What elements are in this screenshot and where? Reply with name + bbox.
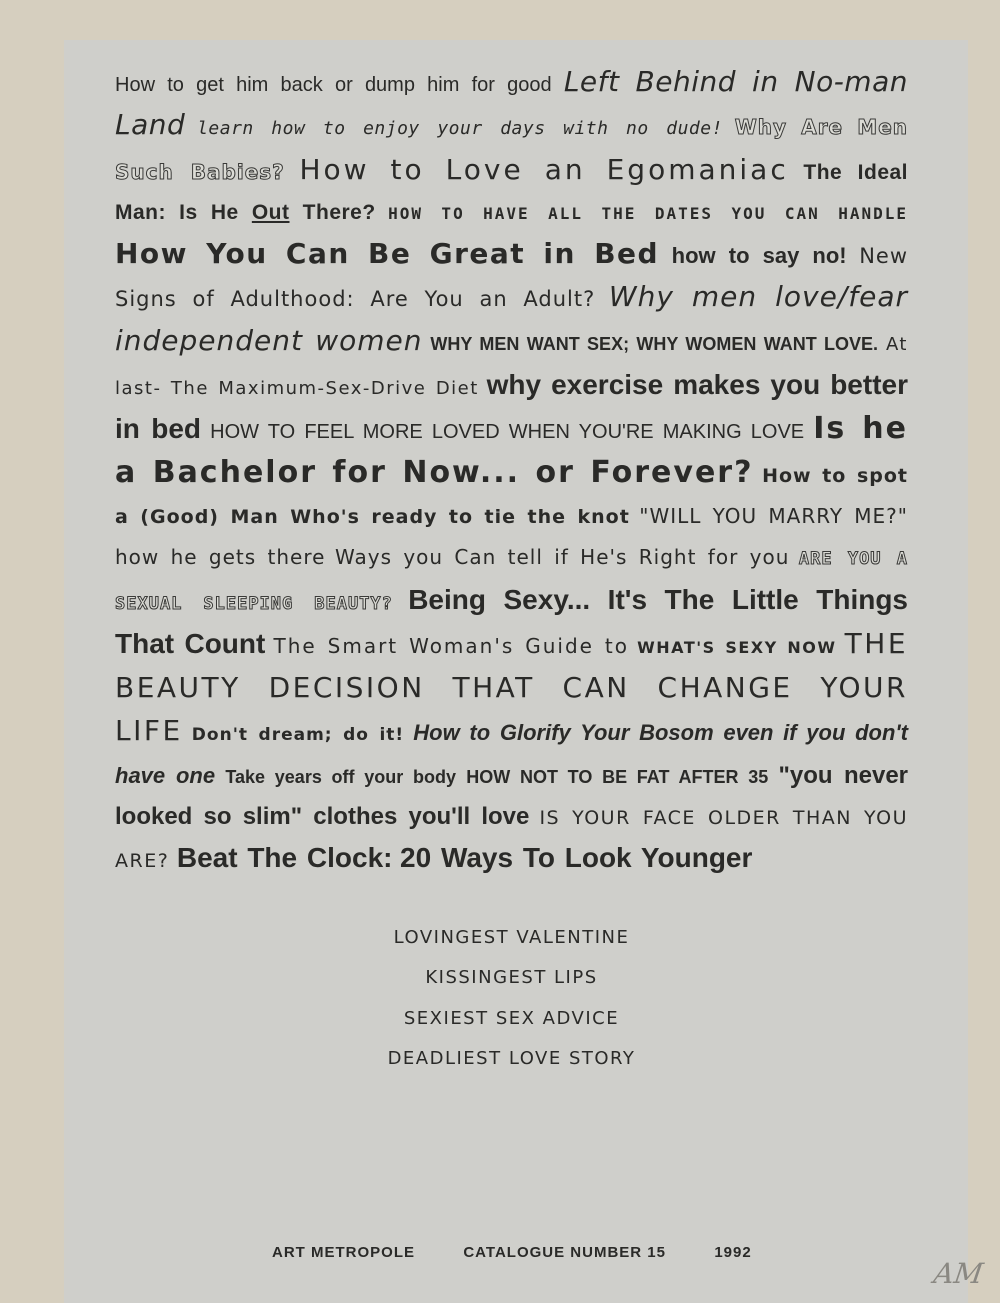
headline-text: Ways you Can tell if He's Right for you	[334, 545, 790, 570]
headline-phrase	[177, 842, 393, 873]
headline-text: Left Behind in No-man Land	[115, 65, 908, 142]
headline-phrase	[115, 74, 552, 96]
headline-text: ARE YOU A SEXUAL SLEEPING BEAUTY?	[115, 549, 908, 614]
headline-text: HOW TO FEEL MORE LOVED WHEN YOU'RE MAKING LOVE	[210, 421, 805, 444]
superlative-item: KISSINGEST LIPS	[425, 967, 598, 989]
show-through-text	[300, 1070, 337, 1197]
headline-text: Why Are Men Such Babies?	[115, 115, 909, 184]
headline-text: At last- The Maximum-Sex-Drive Diet	[115, 333, 908, 400]
catalogue-year: 1992	[714, 1244, 752, 1261]
catalogue-footer	[272, 1244, 792, 1261]
catalogue-number: CATALOGUE NUMBER 15	[463, 1244, 666, 1261]
headline-text: HOW TO HAVE ALL THE DATES YOU CAN HANDLE	[388, 203, 909, 223]
headline-text: The Ideal Man: Is He	[115, 160, 909, 224]
superlative-item: SEXIEST SEX ADVICE	[403, 1007, 620, 1029]
headline-text: why exercise makes you better in bed	[115, 369, 908, 445]
headline-text: how to say no!	[671, 243, 847, 269]
headline-phrase	[299, 153, 788, 186]
headline-text: How to Glorify Your Bosom even if you don't have one	[115, 720, 908, 788]
headline-text: Why men love/fear independent women	[115, 280, 908, 357]
headline-phrase	[192, 725, 404, 745]
publisher-name: ART METROPOLE	[272, 1244, 415, 1261]
headline-text: New Signs of Adulthood: Are You an Adult?	[115, 244, 909, 312]
headline-text: WHAT'S SEXY NOW	[637, 637, 837, 657]
headline-text: "WILL YOU MARRY ME?" how he gets there	[115, 503, 908, 570]
headline-underlined-word: Out	[251, 200, 290, 224]
headline-phrase	[274, 634, 629, 658]
superlative-item: DEADLIEST LOVE STORY	[387, 1047, 636, 1069]
headline-text: learn how to enjoy your days with no dude!	[197, 118, 723, 140]
headline-text: "you never looked so slim" clothes you'll love	[115, 761, 909, 831]
headline-phrase	[115, 237, 659, 270]
headline-text: Is he a Bachelor for Now... or Forever?	[115, 411, 909, 490]
headline-text: HOW NOT TO BE FAT AFTER 35	[466, 766, 769, 787]
headline-phrase	[400, 842, 752, 873]
superlative-item: LOVINGEST VALENTINE	[393, 927, 630, 948]
headline-phrase	[430, 334, 878, 354]
headline-collage	[115, 62, 908, 882]
headline-text: The Smart Woman's Guide to	[273, 633, 629, 658]
headline-text: How to spot a (Good) Man Who's ready to tie the knot	[115, 464, 909, 528]
headline-text-tail: There?	[289, 200, 376, 224]
headline-text: How to get him back or dump him for good	[115, 74, 552, 96]
headline-text: Being Sexy... It's The Little Things That Count	[115, 583, 909, 659]
headline-phrase	[672, 243, 847, 268]
headline-text: Take years off your body	[225, 766, 456, 787]
headline-phrase	[225, 767, 456, 787]
headline-phrase	[466, 767, 768, 787]
headline-text: How You Can Be Great in Bed	[115, 237, 660, 271]
headline-phrase	[335, 545, 789, 569]
headline-phrase	[197, 118, 723, 139]
headline-text: Don't dream; do it!	[191, 725, 405, 746]
headline-text: WHY MEN WANT SEX; WHY WOMEN WANT LOVE.	[430, 333, 879, 354]
headline-text: 20 Ways To Look Younger	[400, 842, 753, 874]
headline-phrase	[388, 204, 908, 223]
headline-phrase	[637, 638, 836, 657]
handwritten-initials: AM	[931, 1257, 986, 1290]
superlatives-list	[115, 918, 908, 1079]
headline-text: THE BEAUTY DECISION THAT CAN CHANGE YOUR LIFE	[115, 626, 909, 748]
headline-text: IS YOUR FACE OLDER THAN YOU ARE?	[115, 807, 908, 873]
headline-phrase	[210, 421, 804, 443]
headline-text: Beat The Clock:	[176, 842, 393, 874]
headline-text: How to Love an Egomaniac	[299, 152, 789, 186]
